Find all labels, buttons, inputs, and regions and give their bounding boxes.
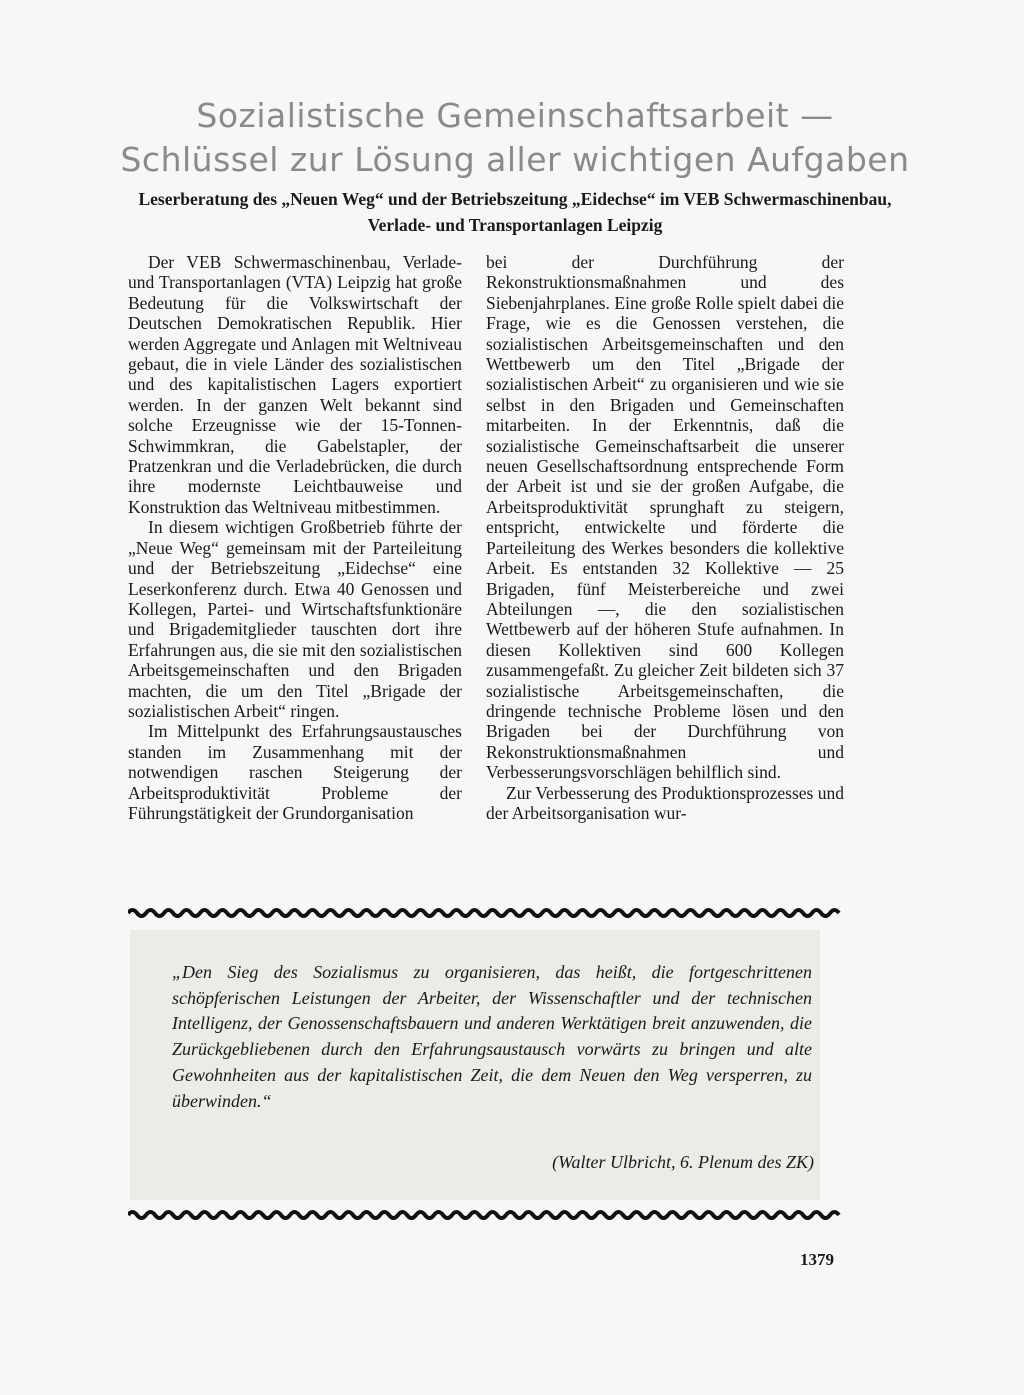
left-paragraph-2: In diesem wichtigen Großbetrieb führte der „Neue Weg“ gemeinsam mit der Parteileitung und der Betriebszeitung „Eidechse“ eine Leserkonferenz durch. Etwa 40 Genossen und Kollegen, Partei- und Wirtschaftsfunktionäre und Brigademitglieder tauschten dort ihre Erfahrungen aus, die sie mit den sozialistischen Arbeitsgemeinschaften und den Brigaden machten, die um den Titel „Brigade der sozialistischen Arbeit“ ringen. [128, 517, 462, 721]
page-number: 1379 [800, 1250, 834, 1269]
quote-text: „Den Sieg des Sozialismus zu organisieren, das heißt, die fortgeschrittenen schöpferischen Leistungen der Arbeiter, der Wissenschaftler und der technischen Intelligenz, der Genossenschaftsbauern und anderen Werktätigen breit anzuwenden, die Zurückgebliebenen durch den Erfahrungsaustausch vorwärts zu bringen und alte Gewohnheiten aus der kapitalistischen Zeit, die dem Neuen den Weg versperren, zu überwinden.“ [172, 962, 812, 1111]
right-paragraph-1: bei der Durchführung der Rekonstruktionsmaßnahmen und des Siebenjahrplanes. Eine große Rolle spielt dabei die Frage, wie es die Genossen verstehen, die sozialistischen Arbeitsgemeinschaften und den Wettbewerb um den Titel „Brigade der sozialistischen Arbeit“ zu organisieren und wie sie selbst in den Brigaden und Gemeinschaften mitarbeiten. In der Erkenntnis, daß die sozialistische Gemeinschaftsarbeit die unserer neuen Gesellschaftsordnung entsprechende Form der Arbeit ist und sie der großen Aufgabe, die Arbeitsproduktivität sprunghaft zu steigern, entspricht, entwickelte und förderte die Parteileitung des Werkes besonders die kollektive Arbeit. Es entstanden 32 Kollektive — 25 Brigaden, fünf Meisterbereiche und zwei Abteilungen —, die den sozialistischen Wettbewerb auf der höheren Stufe aufnahmen. In diesen Kollektiven sind 600 Kollegen zusammengefaßt. Zu gleicher Zeit bildeten sich 37 sozialistische Arbeitsgemeinschaften, die dringende technische Probleme lösen und den Brigaden bei der Durchführung von Rekonstruktionsmaßnahmen und Verbesserungsvorschlägen behilflich sind. [486, 252, 844, 783]
quote-attribution: (Walter Ulbricht, 6. Plenum des ZK) [552, 1152, 814, 1172]
wave-divider-top [128, 906, 844, 920]
wave-divider-bottom [128, 1208, 844, 1222]
left-column [128, 252, 462, 823]
article-subtitle: Leserberatung des „Neuen Weg“ und der Betriebszeitung „Eidechse“ im VEB Schwermaschinenbau, Verlade- und Transportanlagen Leipzig [138, 189, 892, 235]
right-paragraph-2: Zur Verbesserung des Produktionsprozesses und der Arbeitsorganisation wur- [486, 782, 844, 823]
page-title-line-1: Sozialistische Gemeinschaftsarbeit — [196, 96, 834, 135]
left-paragraph-1: Der VEB Schwermaschinenbau, Verlade- und Transportanlagen (VTA) Leipzig hat große Bedeutung für die Volkswirtschaft der Deutschen Demokratischen Republik. Hier werden Aggregate und Anlagen mit Weltniveau gebaut, die in viele Länder des sozialistischen und des kapitalistischen Lagers exportiert werden. In der ganzen Welt bekannt sind solche Erzeugnisse wie der 15-Tonnen-Schwimmkran, die Gabelstapler, der Pratzenkran und die Verladebrücken, die durch ihre modernste Leichtbauweise und Konstruktion das Weltniveau mitbestimmen. [128, 252, 462, 517]
right-column [486, 252, 844, 823]
left-paragraph-3: Im Mittelpunkt des Erfahrungsaustausches standen im Zusammenhang mit der notwendigen raschen Steigerung der Arbeitsproduktivität Probleme der Führungstätigkeit der Grundorganisation [128, 721, 462, 823]
page-title-line-2: Schlüssel zur Lösung aller wichtigen Aufgaben [120, 140, 910, 179]
